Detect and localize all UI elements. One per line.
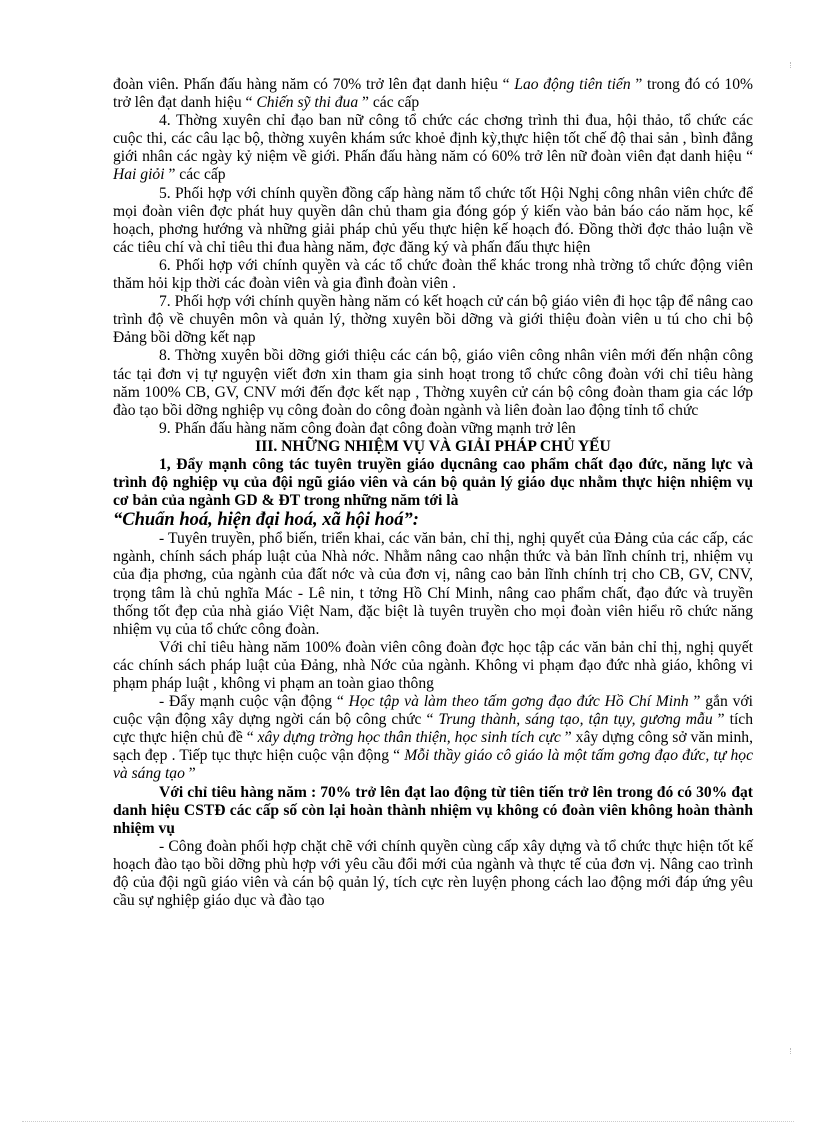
paragraph-goal-1 — [113, 76, 753, 112]
text: ” trong đó có 10% trở lên đạt danh hiệu “ — [113, 76, 753, 112]
text: ” tích cực thực hiện chủ đề “ — [113, 711, 753, 747]
paragraph-item-6: 6. Phối hợp với chính quyền và các tổ chức đoàn thể khác trong nhà trờng tổ chức động viên thăm hỏi kịp thời các đoàn viên và gia đình đoàn viên . — [113, 256, 753, 293]
italic-title: Hai giỏi — [113, 166, 165, 184]
paragraph-training: - Công đoàn phối hợp chặt chẽ với chính quyền cùng cấp xây dựng và tổ chức thực hiện tốt kế hoạch đào tạo bồi dỡng phù hợp với yêu cầu đổi mới của ngành và thực tế của đơn vị. Nâng cao trình độ của đội ngũ giáo viên và cán bộ quản lý, tích cực rèn luyện phong cách lao động mới đáp ứng yêu cầu sự nghiệp giáo dục và đào tạo — [113, 837, 753, 910]
page-bottom-border — [22, 1121, 794, 1122]
text: ” các cấp — [164, 166, 226, 184]
italic-title: Trung thành, sáng tạo, tận tụy, gương mẫu — [438, 711, 713, 729]
text: ” gắn với cuộc vận động xây dựng ngời cán bộ công chức “ — [113, 693, 754, 729]
text: ” các cấp — [358, 94, 420, 112]
margin-marker — [790, 62, 792, 68]
paragraph-item-9: 9. Phấn đấu hàng năm công đoàn đạt công đoàn vững mạnh trở lên — [159, 419, 576, 437]
italic-title: xây dựng trờng học thân thiện, học sinh tích cực — [257, 729, 561, 747]
text: 4. Thờng xuyên chỉ đạo ban nữ công tổ chức các chơng trình thi đua, hội thảo, tổ chức các cuộc thi, các câu lạc bộ, thờng xuyên khám sức khoẻ định kỳ,thực hiện tốt chế độ thai sản , bình đẳng giới nhân các ngày kỷ niệm về giới. Phấn đấu hàng năm có 60% trở lên nữ đoàn viên đạt danh hiệu “ — [113, 112, 753, 166]
text: - Đẩy mạnh cuộc vận động “ — [159, 693, 349, 711]
paragraph-item-4 — [113, 112, 753, 184]
section-heading: III. NHỮNG NHIỆM VỤ VÀ GIẢI PHÁP CHỦ YẾU — [255, 437, 611, 455]
italic-title: Mỗi thầy giáo cô giáo là một tấm gơng đạo đức, tự học và sáng tạo — [113, 747, 753, 783]
italic-title: Chiến sỹ thi đua — [256, 94, 359, 112]
paragraph-item-5: 5. Phối hợp với chính quyền đồng cấp hàng năm tổ chức tốt Hội Nghị công nhân viên chức để mọi đoàn viên đợc phát huy quyền dân chủ tham gia đóng góp ý kiến vào bản báo cáo năm học, kế hoạch, phơng hướng và những giải pháp chủ yếu thực hiện kế hoạch đó. Đồng thời đợc thảo luận về các tiêu chí và chỉ tiêu thi đua hàng năm, đợc đăng ký và phấn đấu thực hiện — [113, 184, 753, 256]
bold-target-70: Với chỉ tiêu hàng năm : 70% trở lên đạt lao động từ tiên tiến trở lên trong đó có 30% đạt danh hiệu CSTĐ các cấp số còn lại hoàn thành nhiệm vụ không có đoàn viên không hoàn thành nhiệm vụ — [113, 783, 753, 837]
italic-title: Học tập và làm theo tấm gơng đạo đức Hồ Chí Minh — [348, 693, 689, 711]
text: ” — [184, 765, 196, 783]
text: ” xây dựng công sở văn minh, sạch đẹp . Tiếp tục thực hiện cuộc vận động “ — [113, 729, 753, 765]
paragraph-campaign — [113, 693, 753, 783]
paragraph-item-8: 8. Thờng xuyên bồi dỡng giới thiệu các cán bộ, giáo viên công nhân viên mới đến nhận công tác tại đơn vị tự nguyện viết đơn xin tham gia sinh hoạt trong tổ chức công đoàn với chỉ tiêu hàng năm 100% CB, GV, CNV mới đến đợc kết nạp , Thờng xuyên cử cán bộ công đoàn tham gia các lớp đào tạo bồi dỡng nghiệp vụ công đoàn do công đoàn ngành và liên đoàn lao động tỉnh tổ chức — [113, 347, 753, 419]
bold-subheading-1: 1, Đẩy mạnh công tác tuyên truyền giáo dụcnâng cao phẩm chất đạo đức, năng lực và trình độ nghiệp vụ của đội ngũ giáo viên và cán bộ quản lý giáo dục nhằm thực hiện nhiệm vụ cơ bản của ngành GD & ĐT trong những năm tới là — [113, 455, 753, 510]
italic-title: Lao động tiên tiến — [514, 76, 631, 93]
paragraph-propaganda: - Tuyên truyền, phổ biến, triển khai, các văn bản, chỉ thị, nghị quyết của Đảng của các cấp, các ngành, chính sách pháp luật của Nhà nớc. Nhằm nâng cao nhận thức và bản lĩnh chính trị, nhiệm vụ của địa phơng, của ngành của đất nớc và của đơn vị, nâng cao bản lĩnh chính trị cho CB, GV, CNV, trọng tâm là chủ nghĩa Mác - Lê nin, t tởng Hồ Chí Minh, nâng cao phẩm chất, đạo đức và truyền thống tốt đẹp của nhà giáo Việt Nam, đặc biệt là tuyên truyền cho mọi đoàn viên hiểu rõ chức năng nhiệm vụ của tổ chức công đoàn. — [113, 530, 753, 638]
text: đoàn viên. Phấn đấu hàng năm có 70% trở lên đạt danh hiệu “ — [113, 76, 515, 93]
paragraph-target-100: Với chỉ tiêu hàng năm 100% đoàn viên công đoàn đợc học tập các văn bản chỉ thị, nghị quyết các chính sách pháp luật của Đảng, nhà Nớc của ngành. Không vi phạm đạo đức nhà giáo, không vi phạm pháp luật , không vi phạm an toàn giao thông — [113, 638, 753, 692]
document-page — [113, 76, 753, 910]
margin-marker — [790, 1048, 792, 1054]
bold-italic-motto: “Chuẩn hoá, hiện đại hoá, xã hội hoá”: — [113, 510, 419, 531]
paragraph-item-7: 7. Phối hợp với chính quyền hàng năm có kết hoạch cử cán bộ giáo viên đi học tập để nâng cao trình độ về chuyên môn và quản lý, thờng xuyên bồi dỡng và giới thiệu đoàn viên u tú cho chi bộ Đảng bồi dỡng kết nạp — [113, 293, 753, 347]
